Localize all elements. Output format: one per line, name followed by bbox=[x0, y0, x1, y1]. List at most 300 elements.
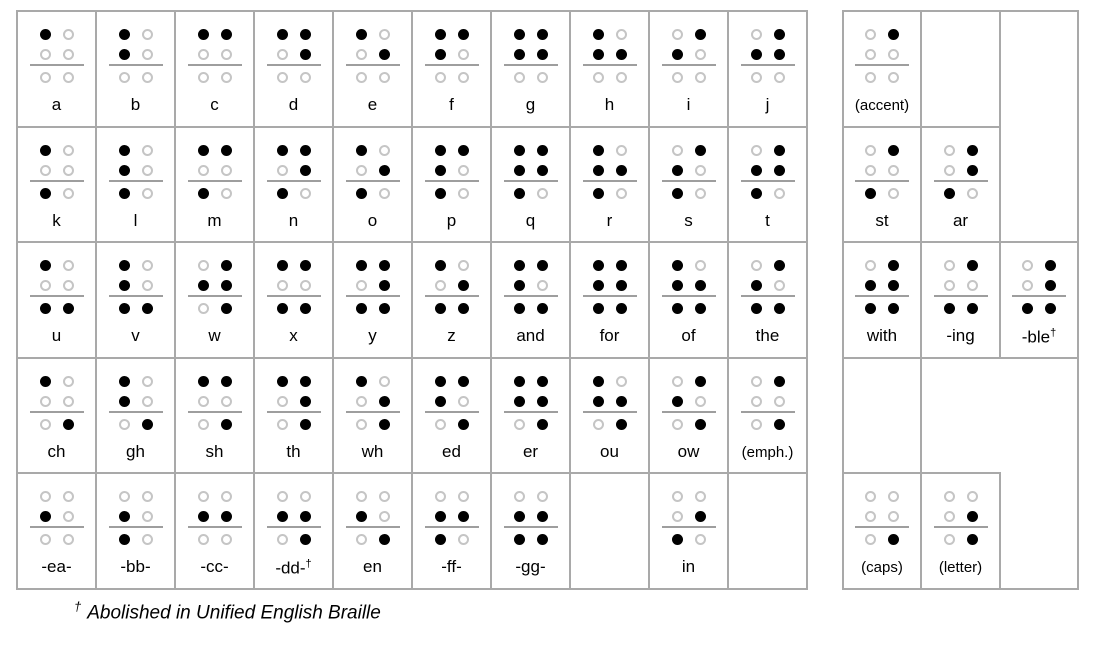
braille-dot-row bbox=[672, 419, 706, 430]
braille-dot-filled bbox=[63, 303, 74, 314]
braille-dot-row bbox=[40, 419, 74, 430]
cell-label-text: r bbox=[606, 210, 613, 230]
cell-underline bbox=[741, 411, 795, 413]
braille-dot-row bbox=[277, 303, 311, 314]
braille-dot-row bbox=[356, 534, 390, 545]
cell-label-text: e bbox=[367, 95, 378, 114]
braille-cell-th bbox=[255, 359, 334, 475]
braille-dot-empty bbox=[356, 49, 367, 60]
braille-dot-empty bbox=[63, 145, 74, 156]
cell-label-text: k bbox=[52, 210, 61, 230]
braille-dot-row bbox=[198, 188, 232, 199]
cell-label bbox=[126, 443, 145, 462]
braille-dot-empty bbox=[672, 72, 683, 83]
braille-dot-row bbox=[119, 260, 153, 271]
braille-dot-filled bbox=[277, 29, 288, 40]
braille-dot-filled bbox=[537, 29, 548, 40]
cell-underline bbox=[741, 64, 795, 66]
braille-dot-row bbox=[435, 29, 469, 40]
braille-dot-empty bbox=[944, 534, 955, 545]
braille-dot-row bbox=[356, 280, 390, 291]
cell-label bbox=[515, 558, 545, 577]
braille-dot-empty bbox=[435, 280, 446, 291]
cell-label-text: sh bbox=[205, 441, 224, 461]
braille-dot-filled bbox=[593, 165, 604, 176]
cell-label-text: for bbox=[599, 326, 620, 346]
braille-dot-filled bbox=[142, 303, 153, 314]
braille-dot-row bbox=[514, 165, 548, 176]
cell-underline bbox=[934, 295, 988, 297]
braille-dot-filled bbox=[514, 165, 525, 176]
braille-dot-row bbox=[514, 260, 548, 271]
braille-dot-empty bbox=[774, 396, 785, 407]
braille-dot-filled bbox=[119, 145, 130, 156]
cell-label-text: -dd- bbox=[275, 559, 306, 579]
braille-dot-empty bbox=[221, 396, 232, 407]
cell-label-text: s bbox=[684, 210, 693, 230]
cell-underline bbox=[504, 411, 558, 413]
braille-dot-empty bbox=[888, 491, 899, 502]
braille-dot-filled bbox=[944, 303, 955, 314]
braille-dot-filled bbox=[356, 188, 367, 199]
braille-dot-empty bbox=[142, 534, 153, 545]
braille-dot-filled bbox=[119, 188, 130, 199]
braille-dot-empty bbox=[537, 188, 548, 199]
braille-dot-empty bbox=[458, 396, 469, 407]
braille-dot-empty bbox=[356, 396, 367, 407]
braille-cell-ar bbox=[922, 128, 1001, 244]
braille-dot-row bbox=[277, 188, 311, 199]
braille-dot-empty bbox=[695, 72, 706, 83]
braille-dot-filled bbox=[40, 188, 51, 199]
braille-dot-row bbox=[944, 260, 978, 271]
braille-dot-empty bbox=[63, 491, 74, 502]
cell-underline bbox=[30, 526, 84, 528]
braille-dot-empty bbox=[63, 260, 74, 271]
cell-label bbox=[607, 212, 613, 231]
braille-dot-filled bbox=[514, 49, 525, 60]
braille-cell-u bbox=[18, 243, 97, 359]
braille-dot-filled bbox=[514, 534, 525, 545]
cell-label bbox=[210, 96, 219, 115]
braille-dot-empty bbox=[458, 491, 469, 502]
braille-dot-filled bbox=[537, 260, 548, 271]
braille-dot-row bbox=[277, 280, 311, 291]
braille-dot-filled bbox=[672, 260, 683, 271]
braille-dot-row bbox=[356, 72, 390, 83]
cell-underline bbox=[188, 295, 242, 297]
braille-dot-empty bbox=[616, 376, 627, 387]
braille-dot-empty bbox=[751, 72, 762, 83]
braille-dot-row bbox=[514, 280, 548, 291]
cell-label-text: m bbox=[207, 210, 222, 230]
braille-dot-filled bbox=[751, 303, 762, 314]
braille-dot-row bbox=[119, 188, 153, 199]
braille-dot-filled bbox=[379, 396, 390, 407]
braille-dot-empty bbox=[888, 72, 899, 83]
braille-dot-filled bbox=[119, 303, 130, 314]
cell-label bbox=[206, 443, 224, 462]
braille-dot-row bbox=[435, 260, 469, 271]
cell-label bbox=[523, 443, 538, 462]
braille-dot-empty bbox=[751, 419, 762, 430]
braille-dot-empty bbox=[616, 72, 627, 83]
braille-dot-row bbox=[514, 491, 548, 502]
braille-dot-filled bbox=[300, 396, 311, 407]
cell-label-text: (emph.) bbox=[741, 443, 794, 461]
braille-cell-ch bbox=[18, 359, 97, 475]
braille-dot-empty bbox=[142, 29, 153, 40]
braille-dot-row bbox=[198, 491, 232, 502]
braille-dot-row bbox=[40, 280, 74, 291]
braille-dot-row bbox=[40, 491, 74, 502]
braille-dot-empty bbox=[142, 511, 153, 522]
braille-dot-filled bbox=[967, 303, 978, 314]
braille-dot-filled bbox=[458, 280, 469, 291]
braille-dot-filled bbox=[198, 29, 209, 40]
cell-underline bbox=[267, 526, 321, 528]
cell-underline bbox=[267, 295, 321, 297]
braille-dot-filled bbox=[616, 396, 627, 407]
braille-dot-filled bbox=[774, 303, 785, 314]
braille-dot-filled bbox=[514, 396, 525, 407]
braille-dot-filled bbox=[672, 280, 683, 291]
braille-dot-empty bbox=[198, 303, 209, 314]
braille-dot-filled bbox=[1045, 303, 1056, 314]
braille-dot-row bbox=[435, 188, 469, 199]
braille-dot-filled bbox=[40, 260, 51, 271]
braille-dot-row bbox=[514, 534, 548, 545]
braille-dot-empty bbox=[379, 29, 390, 40]
braille-dot-filled bbox=[379, 280, 390, 291]
braille-dot-filled bbox=[695, 303, 706, 314]
braille-dot-row bbox=[40, 303, 74, 314]
braille-dot-empty bbox=[119, 491, 130, 502]
braille-dot-empty bbox=[967, 491, 978, 502]
braille-dot-empty bbox=[695, 49, 706, 60]
empty-cell bbox=[571, 474, 650, 590]
cell-label bbox=[362, 443, 384, 462]
braille-dot-empty bbox=[221, 534, 232, 545]
braille-dot-empty bbox=[63, 188, 74, 199]
braille-dot-filled bbox=[435, 165, 446, 176]
braille-dot-empty bbox=[379, 491, 390, 502]
braille-dot-empty bbox=[277, 396, 288, 407]
braille-dot-filled bbox=[221, 419, 232, 430]
braille-dot-filled bbox=[695, 419, 706, 430]
braille-dot-row bbox=[944, 145, 978, 156]
braille-dot-row bbox=[277, 72, 311, 83]
braille-cell-wh bbox=[334, 359, 413, 475]
braille-dot-empty bbox=[458, 534, 469, 545]
braille-dot-empty bbox=[40, 534, 51, 545]
cell-label-text: ar bbox=[952, 210, 969, 230]
braille-dot-empty bbox=[944, 260, 955, 271]
braille-dot-empty bbox=[198, 260, 209, 271]
braille-dot-filled bbox=[672, 534, 683, 545]
braille-dot-empty bbox=[379, 145, 390, 156]
cell-label bbox=[855, 98, 909, 115]
braille-dot-row bbox=[865, 534, 899, 545]
braille-dot-filled bbox=[537, 376, 548, 387]
braille-cell-and bbox=[492, 243, 571, 359]
braille-dot-row bbox=[944, 491, 978, 502]
braille-dot-empty bbox=[751, 376, 762, 387]
braille-dot-row bbox=[944, 280, 978, 291]
braille-cell-p bbox=[413, 128, 492, 244]
cell-label-text: wh bbox=[361, 441, 384, 461]
braille-dot-empty bbox=[142, 72, 153, 83]
braille-cell-accent bbox=[844, 12, 922, 128]
braille-cell-en bbox=[334, 474, 413, 590]
cell-underline bbox=[109, 411, 163, 413]
braille-dot-filled bbox=[514, 303, 525, 314]
braille-dot-row bbox=[198, 165, 232, 176]
braille-cell-d bbox=[255, 12, 334, 128]
braille-dot-empty bbox=[865, 72, 876, 83]
cell-label bbox=[207, 212, 221, 231]
cell-label bbox=[449, 96, 454, 115]
cell-label bbox=[52, 327, 61, 346]
cell-underline bbox=[662, 64, 716, 66]
braille-cell-j bbox=[729, 12, 808, 128]
empty-cell bbox=[1001, 359, 1079, 475]
braille-dot-filled bbox=[221, 29, 232, 40]
braille-dot-row bbox=[198, 396, 232, 407]
braille-dot-empty bbox=[944, 511, 955, 522]
cell-label-text: with bbox=[866, 326, 898, 346]
cell-underline bbox=[855, 64, 909, 66]
braille-dot-filled bbox=[300, 419, 311, 430]
braille-dot-row bbox=[40, 145, 74, 156]
braille-dot-row bbox=[672, 280, 706, 291]
braille-dot-filled bbox=[593, 260, 604, 271]
cell-label bbox=[368, 96, 377, 115]
cell-underline bbox=[188, 411, 242, 413]
braille-dot-empty bbox=[672, 29, 683, 40]
braille-dot-empty bbox=[277, 419, 288, 430]
cell-label-text: d bbox=[288, 95, 299, 114]
braille-dot-filled bbox=[537, 165, 548, 176]
cell-label bbox=[946, 327, 974, 346]
braille-dot-row bbox=[672, 534, 706, 545]
braille-dot-row bbox=[514, 72, 548, 83]
braille-dot-row bbox=[40, 534, 74, 545]
braille-dot-row bbox=[277, 376, 311, 387]
braille-dot-row bbox=[865, 72, 899, 83]
cell-label-text: g bbox=[525, 95, 536, 114]
braille-dot-empty bbox=[888, 511, 899, 522]
braille-dot-row bbox=[593, 396, 627, 407]
braille-dot-row bbox=[198, 511, 232, 522]
cell-label-text: gh bbox=[126, 441, 145, 461]
braille-dot-row bbox=[119, 165, 153, 176]
braille-dot-row bbox=[277, 419, 311, 430]
cell-underline bbox=[934, 526, 988, 528]
cell-underline bbox=[109, 180, 163, 182]
cell-underline bbox=[662, 295, 716, 297]
braille-dot-row bbox=[435, 72, 469, 83]
cell-label bbox=[765, 212, 770, 231]
braille-dot-filled bbox=[435, 396, 446, 407]
braille-cell-l bbox=[97, 128, 176, 244]
braille-dot-empty bbox=[888, 188, 899, 199]
braille-dot-row bbox=[865, 280, 899, 291]
braille-dot-filled bbox=[458, 511, 469, 522]
braille-cell-y bbox=[334, 243, 413, 359]
braille-dot-row bbox=[672, 511, 706, 522]
braille-dot-filled bbox=[514, 260, 525, 271]
braille-dot-row bbox=[277, 29, 311, 40]
braille-dot-empty bbox=[751, 145, 762, 156]
braille-cell-r bbox=[571, 128, 650, 244]
dagger-icon: † bbox=[305, 558, 312, 571]
braille-dot-empty bbox=[277, 534, 288, 545]
cell-label bbox=[681, 327, 695, 346]
braille-dot-filled bbox=[435, 376, 446, 387]
braille-dot-empty bbox=[435, 491, 446, 502]
cell-underline bbox=[855, 180, 909, 182]
braille-cell-letter bbox=[922, 474, 1001, 590]
braille-dot-row bbox=[198, 280, 232, 291]
braille-dot-filled bbox=[672, 49, 683, 60]
braille-dot-row bbox=[1022, 303, 1056, 314]
braille-dot-empty bbox=[865, 534, 876, 545]
cell-underline bbox=[855, 295, 909, 297]
braille-dot-row bbox=[672, 376, 706, 387]
braille-dot-empty bbox=[751, 396, 762, 407]
cell-label bbox=[605, 96, 614, 115]
braille-dot-empty bbox=[944, 145, 955, 156]
braille-dot-row bbox=[672, 491, 706, 502]
cell-underline bbox=[30, 411, 84, 413]
braille-dot-empty bbox=[435, 419, 446, 430]
cell-label bbox=[289, 96, 298, 115]
cell-label-text: z bbox=[447, 326, 456, 346]
cell-label bbox=[875, 212, 888, 231]
braille-dot-row bbox=[593, 188, 627, 199]
cell-label-text: b bbox=[130, 95, 141, 114]
braille-dot-row bbox=[40, 29, 74, 40]
braille-cell-emph bbox=[729, 359, 808, 475]
braille-dot-empty bbox=[63, 29, 74, 40]
braille-dot-row bbox=[514, 396, 548, 407]
braille-dot-row bbox=[514, 29, 548, 40]
cell-underline bbox=[188, 64, 242, 66]
braille-dot-row bbox=[593, 29, 627, 40]
braille-dot-filled bbox=[672, 303, 683, 314]
braille-cell-m bbox=[176, 128, 255, 244]
braille-dot-filled bbox=[751, 165, 762, 176]
braille-dot-row bbox=[672, 49, 706, 60]
braille-dot-empty bbox=[142, 376, 153, 387]
braille-dot-filled bbox=[300, 165, 311, 176]
braille-dot-empty bbox=[198, 419, 209, 430]
braille-dot-empty bbox=[751, 29, 762, 40]
braille-dot-row bbox=[119, 49, 153, 60]
braille-dot-row bbox=[119, 72, 153, 83]
braille-dot-filled bbox=[888, 260, 899, 271]
braille-dot-row bbox=[277, 145, 311, 156]
braille-dot-row bbox=[119, 303, 153, 314]
braille-dot-empty bbox=[356, 534, 367, 545]
braille-dot-filled bbox=[616, 49, 627, 60]
empty-cell bbox=[729, 474, 808, 590]
braille-dot-filled bbox=[356, 29, 367, 40]
braille-dot-empty bbox=[221, 72, 232, 83]
braille-dot-empty bbox=[198, 491, 209, 502]
braille-dot-filled bbox=[119, 260, 130, 271]
braille-dot-filled bbox=[672, 396, 683, 407]
braille-dot-row bbox=[119, 491, 153, 502]
braille-dot-filled bbox=[514, 511, 525, 522]
braille-dot-filled bbox=[40, 145, 51, 156]
cell-label bbox=[600, 327, 620, 346]
braille-dot-row bbox=[198, 376, 232, 387]
braille-dot-empty bbox=[672, 511, 683, 522]
braille-dot-row bbox=[865, 303, 899, 314]
braille-dot-row bbox=[514, 49, 548, 60]
braille-cell-ea bbox=[18, 474, 97, 590]
braille-dot-row bbox=[356, 511, 390, 522]
braille-dot-empty bbox=[695, 396, 706, 407]
braille-dot-row bbox=[944, 165, 978, 176]
cell-underline bbox=[1012, 295, 1066, 297]
braille-dot-row bbox=[672, 188, 706, 199]
braille-dot-filled bbox=[198, 145, 209, 156]
braille-dot-row bbox=[277, 165, 311, 176]
braille-dot-row bbox=[356, 29, 390, 40]
braille-cell-n bbox=[255, 128, 334, 244]
braille-dot-filled bbox=[774, 29, 785, 40]
braille-dot-filled bbox=[537, 534, 548, 545]
braille-dot-row bbox=[751, 419, 785, 430]
cell-label bbox=[131, 96, 140, 115]
footnote bbox=[74, 599, 381, 624]
braille-dot-filled bbox=[593, 376, 604, 387]
braille-dot-filled bbox=[514, 280, 525, 291]
cell-label-text: j bbox=[765, 95, 770, 114]
braille-dot-filled bbox=[537, 396, 548, 407]
braille-dot-empty bbox=[142, 260, 153, 271]
braille-dot-empty bbox=[40, 396, 51, 407]
braille-dot-row bbox=[514, 303, 548, 314]
braille-dot-row bbox=[356, 303, 390, 314]
cell-underline bbox=[583, 295, 637, 297]
braille-dot-empty bbox=[379, 72, 390, 83]
braille-dot-row bbox=[751, 49, 785, 60]
braille-dot-row bbox=[593, 303, 627, 314]
empty-cell bbox=[922, 359, 1001, 475]
braille-dot-filled bbox=[40, 303, 51, 314]
braille-dot-row bbox=[356, 491, 390, 502]
braille-dot-filled bbox=[695, 376, 706, 387]
braille-dot-filled bbox=[379, 419, 390, 430]
cell-underline bbox=[741, 295, 795, 297]
braille-cell-for bbox=[571, 243, 650, 359]
braille-dot-empty bbox=[198, 72, 209, 83]
braille-dot-filled bbox=[1022, 303, 1033, 314]
cell-underline bbox=[934, 180, 988, 182]
braille-cell-st bbox=[844, 128, 922, 244]
braille-dot-empty bbox=[514, 72, 525, 83]
braille-dot-empty bbox=[944, 280, 955, 291]
braille-dot-empty bbox=[119, 72, 130, 83]
braille-dot-row bbox=[751, 396, 785, 407]
braille-dot-empty bbox=[300, 188, 311, 199]
braille-dot-empty bbox=[142, 165, 153, 176]
braille-dot-empty bbox=[593, 419, 604, 430]
